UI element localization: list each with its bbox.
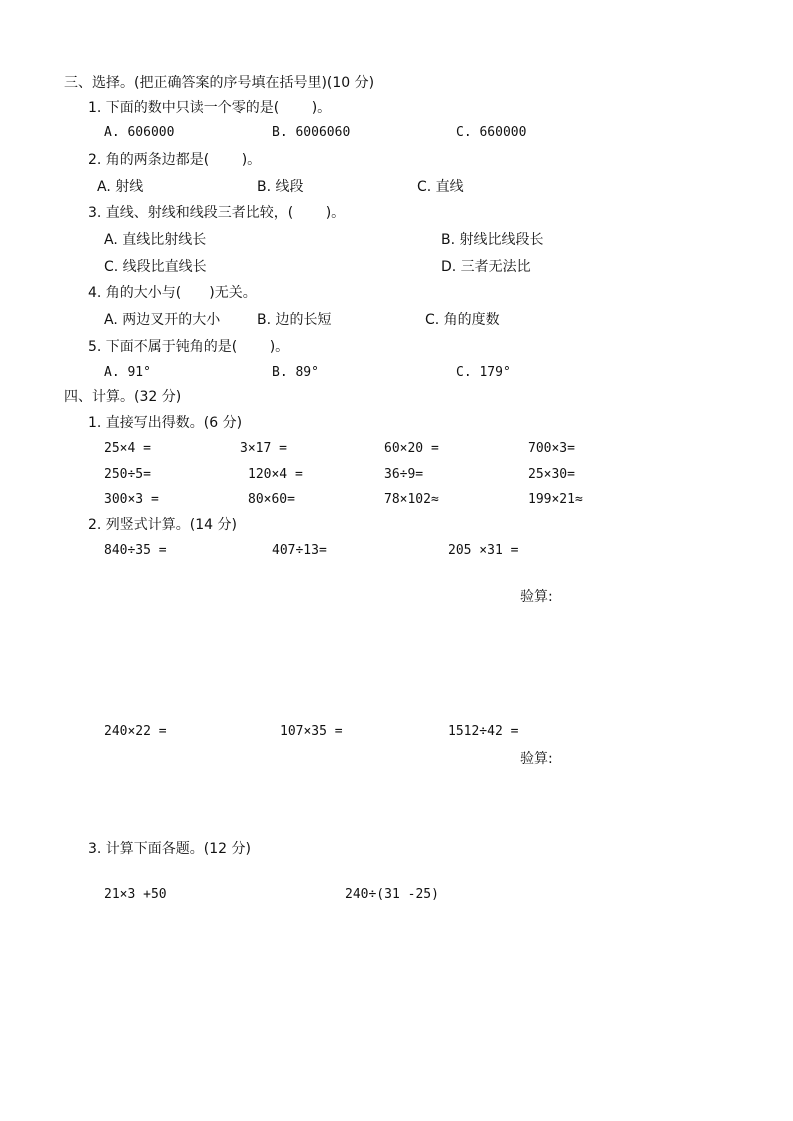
q1-option-b: B. 6006060 <box>272 125 351 140</box>
expression-item: 240÷(31 -25) <box>345 887 439 902</box>
section4-title: 四、计算。(32 分) <box>64 389 182 405</box>
q1-stem: 1. 下面的数中只读一个零的是( )。 <box>88 100 332 116</box>
q5-stem: 5. 下面不属于钝角的是( )。 <box>88 339 290 355</box>
mental-calc-item: 250÷5= <box>104 467 151 482</box>
q4-option-c: C. 角的度数 <box>425 312 500 328</box>
q3-option-c: C. 线段比直线长 <box>104 259 207 275</box>
mental-calc-item: 78×102≈ <box>384 492 439 507</box>
check-label: 验算: <box>520 751 553 767</box>
q3-stem: 3. 直线、射线和线段三者比较，( )。 <box>88 205 346 221</box>
vertical-calc-item: 1512÷42 = <box>448 724 519 739</box>
q3-option-d: D. 三者无法比 <box>441 259 531 275</box>
q3-option-a: A. 直线比射线长 <box>104 232 207 248</box>
mental-calc-item: 36÷9= <box>384 467 424 482</box>
q1-option-a: A. 606000 <box>104 125 175 140</box>
q2-option-b: B. 线段 <box>257 179 304 195</box>
q5-option-b: B. 89° <box>272 365 319 380</box>
q4-stem: 4. 角的大小与( )无关。 <box>88 285 257 301</box>
q2-option-a: A. 射线 <box>97 179 144 195</box>
mental-calc-item: 199×21≈ <box>528 492 583 507</box>
q3-option-b: B. 射线比线段长 <box>441 232 544 248</box>
mental-calc-item: 25×30= <box>528 467 575 482</box>
section3-title: 三、选择。(把正确答案的序号填在括号里)(10 分) <box>64 75 375 91</box>
vertical-calc-item: 107×35 = <box>280 724 343 739</box>
q4-option-b: B. 边的长短 <box>257 312 332 328</box>
vertical-calc-item: 205 ×31 = <box>448 543 519 558</box>
q4-option-a: A. 两边叉开的大小 <box>104 312 221 328</box>
mental-calc-item: 120×4 = <box>248 467 303 482</box>
vertical-calc-item: 240×22 = <box>104 724 167 739</box>
mental-calc-item: 60×20 = <box>384 441 439 456</box>
vertical-calc-item: 407÷13= <box>272 543 327 558</box>
mental-calc-item: 25×4 = <box>104 441 151 456</box>
q5-option-a: A. 91° <box>104 365 151 380</box>
mental-calc-item: 700×3= <box>528 441 575 456</box>
q1-option-c: C. 660000 <box>456 125 527 140</box>
p1-title: 1. 直接写出得数。(6 分) <box>88 415 243 431</box>
p3-title: 3. 计算下面各题。(12 分) <box>88 841 251 857</box>
mental-calc-item: 300×3 = <box>104 492 159 507</box>
check-label: 验算: <box>520 589 553 605</box>
p2-title: 2. 列竖式计算。(14 分) <box>88 517 237 533</box>
vertical-calc-item: 840÷35 = <box>104 543 167 558</box>
mental-calc-item: 80×60= <box>248 492 295 507</box>
expression-item: 21×3 +50 <box>104 887 167 902</box>
q2-option-c: C. 直线 <box>417 179 464 195</box>
q5-option-c: C. 179° <box>456 365 511 380</box>
q2-stem: 2. 角的两条边都是( )。 <box>88 152 262 168</box>
mental-calc-item: 3×17 = <box>240 441 287 456</box>
